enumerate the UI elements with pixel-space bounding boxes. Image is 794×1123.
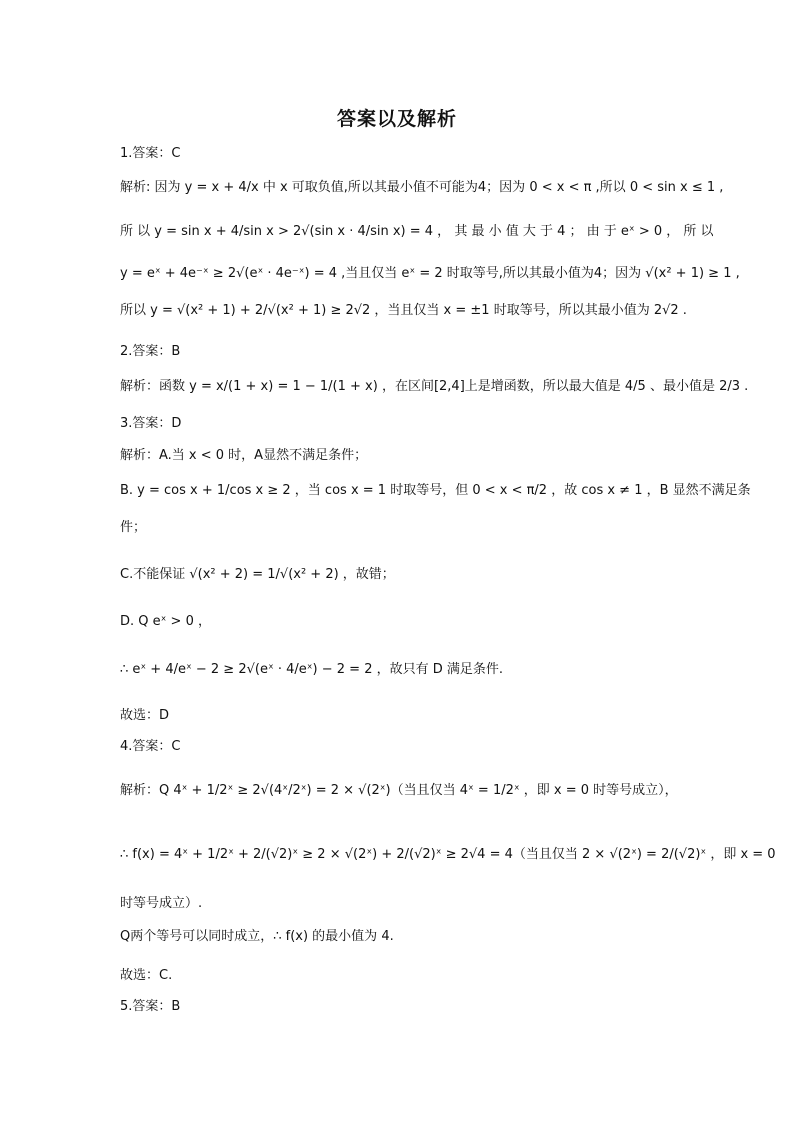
analysis-1-line-1: 解析: 因为 y = x + 4/x 中 x 可取负值,所以其最小值不可能为4；因为 0 < x < π ,所以 0 < sin x ≤ 1 ,: [120, 180, 724, 195]
analysis-4-choice: 故选：C.: [120, 968, 173, 983]
analysis-1-line-4: 所以 y = √(x² + 1) + 2/√(x² + 1) ≥ 2√2 ，当且仅当 x = ±1 时取等号，所以其最小值为 2√2 .: [120, 303, 687, 318]
answer-4-label: 4.答案：C: [120, 739, 181, 754]
answer-1-label: 1.答案：C: [120, 146, 181, 161]
analysis-3-line-6: ∴ eˣ + 4/eˣ − 2 ≥ 2√(eˣ · 4/eˣ) − 2 = 2 ，故只有 D 满足条件.: [120, 662, 504, 677]
analysis-3-line-2: B. y = cos x + 1/cos x ≥ 2 ，当 cos x = 1 时取等号，但 0 < x < π/2 ，故 cos x ≠ 1 ，B 显然不满足条: [120, 483, 751, 498]
analysis-1-line-2: 所 以 y = sin x + 4/sin x > 2√(sin x · 4/sin x) = 4 ， 其 最 小 值 大 于 4 ； 由 于 eˣ > 0 ， 所 以: [120, 224, 714, 239]
analysis-3-line-5: D. Q eˣ > 0 ，: [120, 614, 211, 629]
answer-2-label: 2.答案：B: [120, 344, 181, 359]
answer-3-label: 3.答案：D: [120, 416, 182, 431]
analysis-3-line-1: 解析：A.当 x < 0 时，A显然不满足条件；: [120, 448, 368, 463]
analysis-2-line-1: 解析：函数 y = x/(1 + x) = 1 − 1/(1 + x) ，在区间[2,4]上是增函数，所以最大值是 4/5 、最小值是 2/3 .: [120, 379, 749, 394]
analysis-3-line-4: C.不能保证 √(x² + 2) = 1/√(x² + 2) ，故错；: [120, 567, 395, 582]
analysis-4-line-4: Q两个等号可以同时成立，∴ f(x) 的最小值为 4.: [120, 929, 394, 944]
analysis-4-line-1: 解析：Q 4ˣ + 1/2ˣ ≥ 2√(4ˣ/2ˣ) = 2 × √(2ˣ)（当且仅当 4ˣ = 1/2ˣ ，即 x = 0 时等号成立），: [120, 783, 678, 798]
page-title: 答案以及解析: [336, 108, 457, 130]
analysis-4-line-3: 时等号成立）.: [120, 896, 203, 911]
analysis-3-line-3: 件；: [120, 520, 147, 535]
analysis-4-line-2: ∴ f(x) = 4ˣ + 1/2ˣ + 2/(√2)ˣ ≥ 2 × √(2ˣ) + 2/(√2)ˣ ≥ 2√4 = 4（当且仅当 2 × √(2ˣ) = 2/(√2)ˣ ，即 x = 0: [120, 847, 776, 862]
analysis-3-choice: 故选：D: [120, 708, 170, 723]
answer-5-label: 5.答案：B: [120, 999, 181, 1014]
analysis-1-line-3: y = eˣ + 4e⁻ˣ ≥ 2√(eˣ · 4e⁻ˣ) = 4 ,当且仅当 eˣ = 2 时取等号,所以其最小值为4；因为 √(x² + 1) ≥ 1 ,: [120, 266, 740, 281]
